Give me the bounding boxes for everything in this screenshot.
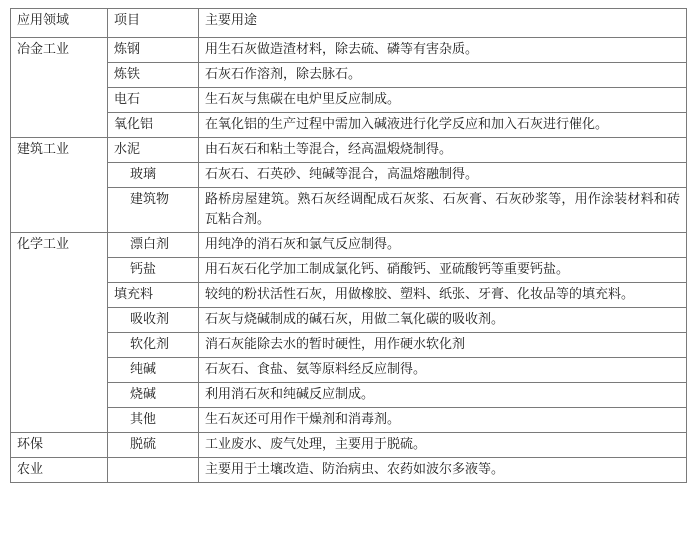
table-row [11, 308, 687, 333]
item-cell: 软化剂 [108, 333, 199, 358]
use-cell: 在氧化铝的生产过程中需加入碱液进行化学反应和加入石灰进行催化。 [199, 113, 687, 138]
table-row [11, 233, 687, 258]
field-cell [11, 333, 108, 358]
item-cell: 炼钢 [108, 38, 199, 63]
item-cell: 炼铁 [108, 63, 199, 88]
field-cell [11, 383, 108, 408]
field-cell [11, 63, 108, 88]
table-row [11, 358, 687, 383]
field-cell: 建筑工业 [11, 138, 108, 163]
table-row [11, 333, 687, 358]
table-row [11, 283, 687, 308]
table-row [11, 383, 687, 408]
field-cell [11, 113, 108, 138]
item-cell: 氧化铝 [108, 113, 199, 138]
header-item: 项目 [108, 9, 199, 38]
item-cell: 漂白剂 [108, 233, 199, 258]
field-cell [11, 163, 108, 188]
field-cell [11, 308, 108, 333]
field-cell [11, 358, 108, 383]
field-cell [11, 408, 108, 433]
use-cell: 石灰石、食盐、氨等原料经反应制得。 [199, 358, 687, 383]
item-cell: 钙盐 [108, 258, 199, 283]
use-cell: 消石灰能除去水的暂时硬性，用作硬水软化剂 [199, 333, 687, 358]
use-cell: 较纯的粉状活性石灰，用做橡胶、塑料、纸张、牙膏、化妆品等的填充料。 [199, 283, 687, 308]
item-cell: 其他 [108, 408, 199, 433]
item-cell: 建筑物 [108, 188, 199, 233]
field-cell: 化学工业 [11, 233, 108, 258]
use-cell: 用石灰石化学加工制成氯化钙、硝酸钙、亚硫酸钙等重要钙盐。 [199, 258, 687, 283]
field-cell: 冶金工业 [11, 38, 108, 63]
table-row [11, 138, 687, 163]
field-cell: 农业 [11, 458, 108, 483]
table-row [11, 188, 687, 233]
field-cell [11, 258, 108, 283]
use-cell: 用生石灰做造渣材料，除去硫、磷等有害杂质。 [199, 38, 687, 63]
item-cell [108, 458, 199, 483]
table-row [11, 38, 687, 63]
item-cell: 烧碱 [108, 383, 199, 408]
use-cell: 用纯净的消石灰和氯气反应制得。 [199, 233, 687, 258]
use-cell: 路桥房屋建筑。熟石灰经调配成石灰浆、石灰膏、石灰砂浆等，用作涂装材料和砖瓦粘合剂。 [199, 188, 687, 233]
item-cell: 水泥 [108, 138, 199, 163]
use-cell: 石灰石作溶剂，除去脉石。 [199, 63, 687, 88]
field-cell [11, 283, 108, 308]
use-cell: 由石灰石和粘土等混合，经高温煅烧制得。 [199, 138, 687, 163]
item-cell: 纯碱 [108, 358, 199, 383]
use-cell: 石灰与烧碱制成的碱石灰，用做二氧化碳的吸收剂。 [199, 308, 687, 333]
table-row [11, 63, 687, 88]
use-cell: 利用消石灰和纯碱反应制成。 [199, 383, 687, 408]
use-cell: 生石灰与焦碳在电炉里反应制成。 [199, 88, 687, 113]
table-row [11, 408, 687, 433]
header-row [11, 9, 687, 38]
item-cell: 吸收剂 [108, 308, 199, 333]
use-cell: 生石灰还可用作干燥剂和消毒剂。 [199, 408, 687, 433]
field-cell [11, 88, 108, 113]
item-cell: 填充料 [108, 283, 199, 308]
table-row [11, 433, 687, 458]
table-row [11, 88, 687, 113]
field-cell: 环保 [11, 433, 108, 458]
table-row [11, 258, 687, 283]
item-cell: 电石 [108, 88, 199, 113]
lime-applications-table [10, 8, 687, 483]
use-cell: 主要用于土壤改造、防治病虫、农药如波尔多液等。 [199, 458, 687, 483]
use-cell: 工业废水、废气处理，主要用于脱硫。 [199, 433, 687, 458]
table-row [11, 113, 687, 138]
table-row [11, 163, 687, 188]
table-row [11, 458, 687, 483]
item-cell: 脱硫 [108, 433, 199, 458]
use-cell: 石灰石、石英砂、纯碱等混合，高温熔融制得。 [199, 163, 687, 188]
field-cell [11, 188, 108, 233]
header-field: 应用领域 [11, 9, 108, 38]
item-cell: 玻璃 [108, 163, 199, 188]
header-use: 主要用途 [199, 9, 687, 38]
